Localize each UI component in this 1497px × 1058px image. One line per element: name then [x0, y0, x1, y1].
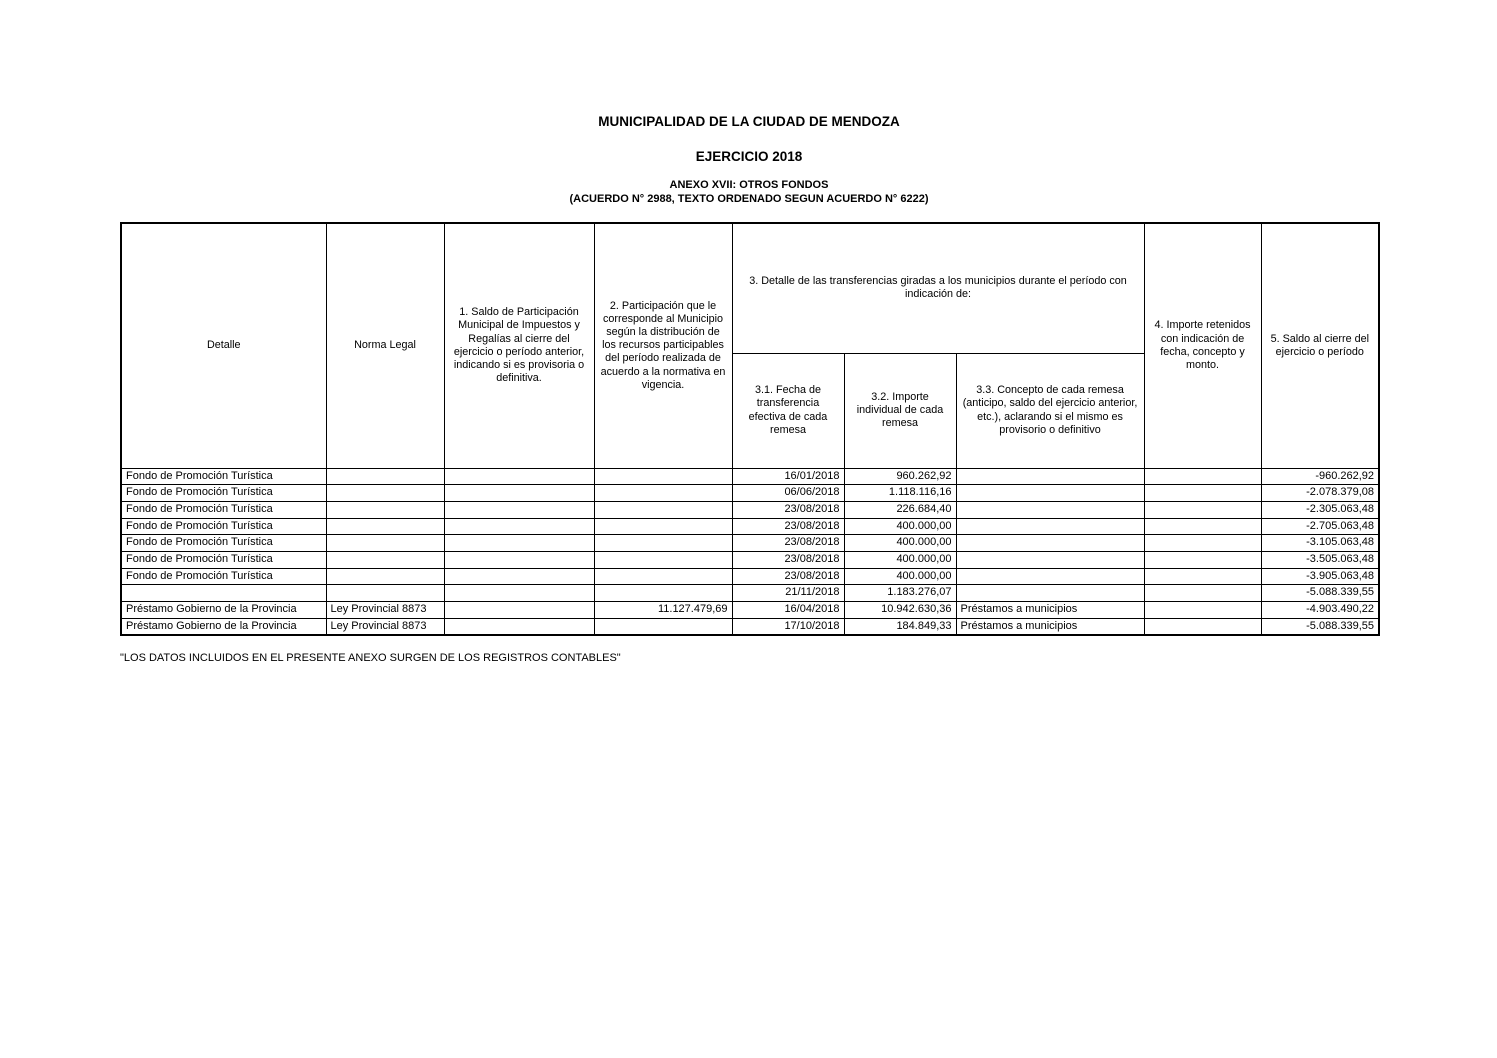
cell-importe-remesa: 400.000,00: [844, 551, 956, 568]
cell-saldo-cierre: -3.105.063,48: [1261, 535, 1379, 552]
cell-importe-remesa: 400.000,00: [844, 535, 956, 552]
table-body: [121, 468, 1379, 635]
cell-concepto-remesa: [956, 501, 1144, 518]
cell-concepto-remesa: [956, 518, 1144, 535]
cell-importe-remesa: 400.000,00: [844, 518, 956, 535]
cell-participacion-municipio: [594, 568, 732, 585]
cell-saldo-cierre: -5.088.339,55: [1261, 618, 1379, 635]
table-row: [121, 551, 1379, 568]
cell-detalle: [121, 585, 326, 602]
funds-table: [120, 222, 1380, 636]
table-row: [121, 568, 1379, 585]
cell-saldo-participacion: [444, 585, 594, 602]
fiscal-year-title: EJERCICIO 2018: [695, 149, 803, 164]
cell-concepto-remesa: [956, 551, 1144, 568]
footer-note: "LOS DATOS INCLUIDOS EN EL PRESENTE ANEXO SURGEN DE LOS REGISTROS CONTABLES": [120, 652, 621, 664]
cell-fecha-transferencia: 16/01/2018: [732, 468, 844, 485]
header-detalle: Detalle: [121, 223, 326, 468]
cell-participacion-municipio: [594, 518, 732, 535]
cell-importe-retenido: [1144, 535, 1261, 552]
cell-saldo-participacion: [444, 485, 594, 502]
cell-importe-remesa: 10.942.630,36: [844, 602, 956, 619]
cell-fecha-transferencia: 23/08/2018: [732, 518, 844, 535]
cell-importe-remesa: 960.262,92: [844, 468, 956, 485]
cell-saldo-cierre: -4.903.490,22: [1261, 602, 1379, 619]
cell-concepto-remesa: [956, 485, 1144, 502]
cell-fecha-transferencia: 21/11/2018: [732, 585, 844, 602]
cell-fecha-transferencia: 06/06/2018: [732, 485, 844, 502]
header-fecha-transferencia: 3.1. Fecha de transferencia efectiva de cada remesa: [732, 353, 844, 468]
cell-saldo-participacion: [444, 501, 594, 518]
table-row: [121, 618, 1379, 635]
cell-norma-legal: Ley Provincial 8873: [326, 618, 444, 635]
table-row: [121, 602, 1379, 619]
table-row: [121, 485, 1379, 502]
cell-importe-remesa: 1.183.276,07: [844, 585, 956, 602]
cell-importe-retenido: [1144, 551, 1261, 568]
cell-participacion-municipio: [594, 501, 732, 518]
cell-participacion-municipio: [594, 618, 732, 635]
cell-saldo-participacion: [444, 602, 594, 619]
cell-concepto-remesa: [956, 585, 1144, 602]
cell-norma-legal: [326, 585, 444, 602]
cell-norma-legal: [326, 518, 444, 535]
cell-fecha-transferencia: 23/08/2018: [732, 535, 844, 552]
header-norma-legal: Norma Legal: [326, 223, 444, 468]
cell-importe-retenido: [1144, 568, 1261, 585]
cell-saldo-participacion: [444, 568, 594, 585]
cell-norma-legal: [326, 535, 444, 552]
cell-importe-retenido: [1144, 602, 1261, 619]
cell-concepto-remesa: [956, 468, 1144, 485]
cell-saldo-cierre: -5.088.339,55: [1261, 585, 1379, 602]
cell-importe-retenido: [1144, 518, 1261, 535]
cell-detalle: Préstamo Gobierno de la Provincia: [121, 618, 326, 635]
cell-saldo-cierre: -2.705.063,48: [1261, 518, 1379, 535]
cell-saldo-cierre: -960.262,92: [1261, 468, 1379, 485]
cell-concepto-remesa: Préstamos a municipios: [956, 618, 1144, 635]
cell-saldo-cierre: -3.905.063,48: [1261, 568, 1379, 585]
cell-importe-remesa: 1.118.116,16: [844, 485, 956, 502]
header-participacion-municipio: 2. Participación que le corresponde al Municipio según la distribución de los recursos participables del período realizada de acuerdo a la normativa en vigencia.: [594, 223, 732, 468]
cell-detalle: Fondo de Promoción Turística: [121, 485, 326, 502]
cell-norma-legal: Ley Provincial 8873: [326, 602, 444, 619]
cell-importe-retenido: [1144, 585, 1261, 602]
cell-detalle: Fondo de Promoción Turística: [121, 468, 326, 485]
cell-saldo-cierre: -3.505.063,48: [1261, 551, 1379, 568]
cell-detalle: Préstamo Gobierno de la Provincia: [121, 602, 326, 619]
annex-subtitle: (ACUERDO N° 2988, TEXTO ORDENADO SEGUN ACUERDO N° 6222): [569, 193, 929, 205]
cell-detalle: Fondo de Promoción Turística: [121, 501, 326, 518]
cell-importe-retenido: [1144, 501, 1261, 518]
cell-saldo-participacion: [444, 551, 594, 568]
cell-fecha-transferencia: 17/10/2018: [732, 618, 844, 635]
table-row: [121, 501, 1379, 518]
table-row: [121, 585, 1379, 602]
cell-detalle: Fondo de Promoción Turística: [121, 535, 326, 552]
cell-norma-legal: [326, 551, 444, 568]
table-row: [121, 468, 1379, 485]
cell-fecha-transferencia: 23/08/2018: [732, 551, 844, 568]
cell-norma-legal: [326, 568, 444, 585]
header-saldo-cierre: 5. Saldo al cierre del ejercicio o período: [1261, 223, 1379, 468]
cell-importe-retenido: [1144, 485, 1261, 502]
cell-concepto-remesa: Préstamos a municipios: [956, 602, 1144, 619]
cell-concepto-remesa: [956, 568, 1144, 585]
annex-title: ANEXO XVII: OTROS FONDOS: [669, 179, 829, 191]
cell-importe-retenido: [1144, 618, 1261, 635]
table-row: [121, 535, 1379, 552]
cell-importe-retenido: [1144, 468, 1261, 485]
cell-saldo-cierre: -2.305.063,48: [1261, 501, 1379, 518]
cell-saldo-participacion: [444, 618, 594, 635]
cell-saldo-participacion: [444, 518, 594, 535]
cell-saldo-participacion: [444, 468, 594, 485]
table-row: [121, 518, 1379, 535]
cell-norma-legal: [326, 485, 444, 502]
cell-fecha-transferencia: 23/08/2018: [732, 501, 844, 518]
cell-importe-remesa: 184.849,33: [844, 618, 956, 635]
header-saldo-participacion: 1. Saldo de Participación Municipal de Impuestos y Regalías al cierre del ejercicio o período anterior, indicando si es provisoria o definitiva.: [444, 223, 594, 468]
header-importe-remesa: 3.2. Importe individual de cada remesa: [844, 353, 956, 468]
header-row-top: [121, 223, 1379, 353]
cell-importe-remesa: 226.684,40: [844, 501, 956, 518]
cell-importe-remesa: 400.000,00: [844, 568, 956, 585]
cell-detalle: Fondo de Promoción Turística: [121, 551, 326, 568]
table-header: [121, 223, 1379, 468]
cell-saldo-participacion: [444, 535, 594, 552]
cell-norma-legal: [326, 468, 444, 485]
cell-participacion-municipio: [594, 585, 732, 602]
cell-participacion-municipio: [594, 485, 732, 502]
cell-fecha-transferencia: 16/04/2018: [732, 602, 844, 619]
header-transferencias-group: 3. Detalle de las transferencias giradas a los municipios durante el período con indicación de:: [732, 223, 1144, 353]
cell-participacion-municipio: 11.127.479,69: [594, 602, 732, 619]
cell-detalle: Fondo de Promoción Turística: [121, 518, 326, 535]
cell-concepto-remesa: [956, 535, 1144, 552]
cell-participacion-municipio: [594, 535, 732, 552]
cell-fecha-transferencia: 23/08/2018: [732, 568, 844, 585]
cell-detalle: Fondo de Promoción Turística: [121, 568, 326, 585]
page-title: MUNICIPALIDAD DE LA CIUDAD DE MENDOZA: [598, 114, 900, 129]
header-concepto-remesa: 3.3. Concepto de cada remesa (anticipo, saldo del ejercicio anterior, etc.), aclarando si el mismo es provisorio o definitivo: [956, 353, 1144, 468]
cell-norma-legal: [326, 501, 444, 518]
cell-participacion-municipio: [594, 551, 732, 568]
cell-saldo-cierre: -2.078.379,08: [1261, 485, 1379, 502]
cell-participacion-municipio: [594, 468, 732, 485]
header-importe-retenido: 4. Importe retenidos con indicación de fecha, concepto y monto.: [1144, 223, 1261, 468]
